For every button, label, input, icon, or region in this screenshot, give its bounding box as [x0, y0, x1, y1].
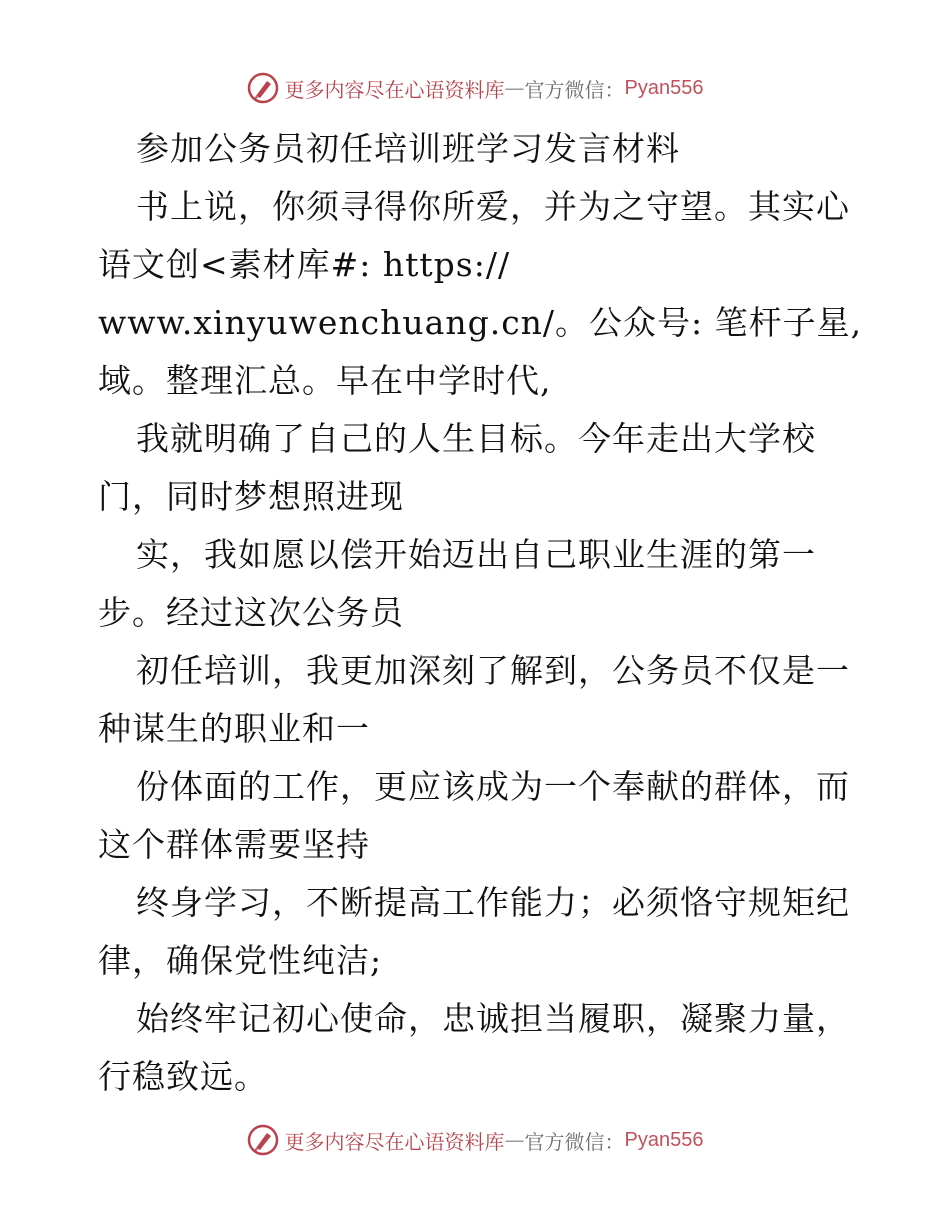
document-line: 步。经过这次公务员 — [98, 593, 404, 632]
footer-banner-text: 更多内容尽在心语资料库 — [284, 1129, 505, 1154]
document-line: 这个群体需要坚持 — [98, 825, 370, 864]
header-banner — [0, 72, 950, 104]
document-line: 域。整理汇总。早在中学时代, — [98, 361, 552, 400]
document-line: www.xinyuwenchuang.cn/。公众号: 笔杆子星, — [98, 303, 863, 342]
document-line: 实，我如愿以偿开始迈出自己职业生涯的第一 — [136, 535, 816, 574]
footer-banner — [0, 1124, 950, 1156]
document-line: 门，同时梦想照进现 — [98, 477, 404, 516]
pen-nib-logo-icon — [247, 1124, 279, 1156]
header-banner-text: 更多内容尽在心语资料库 — [284, 77, 505, 102]
document-line: 语文创<素材库#: https:// — [98, 245, 511, 284]
document-line: 种谋生的职业和一 — [98, 709, 370, 748]
document-line: 份体面的工作，更应该成为一个奉献的群体，而 — [136, 767, 850, 806]
document-line: 初任培训，我更加深刻了解到，公务员不仅是一 — [136, 651, 850, 690]
footer-banner-label: 官方微信： — [524, 1129, 625, 1154]
header-banner-label: 官方微信： — [524, 77, 625, 102]
header-banner-handle: Pyan556 — [624, 76, 704, 99]
document-line: 书上说，你须寻得你所爱，并为之守望。其实心 — [136, 187, 850, 226]
document-line: 行稳致远。 — [98, 1057, 268, 1096]
document-line: 我就明确了自己的人生目标。今年走出大学校 — [136, 419, 816, 458]
document-line: 始终牢记初心使命，忠诚担当履职，凝聚力量， — [136, 999, 850, 1038]
pen-nib-logo-icon — [247, 72, 279, 104]
footer-banner-separator: — — [504, 1128, 525, 1152]
footer-banner-handle: Pyan556 — [624, 1128, 704, 1151]
document-line: 律，确保党性纯洁; — [98, 941, 383, 980]
header-banner-separator: — — [504, 76, 525, 100]
document-line: 参加公务员初任培训班学习发言材料 — [136, 129, 680, 168]
document-body — [98, 120, 878, 1106]
document-line: 终身学习，不断提高工作能力；必须恪守规矩纪 — [136, 883, 850, 922]
